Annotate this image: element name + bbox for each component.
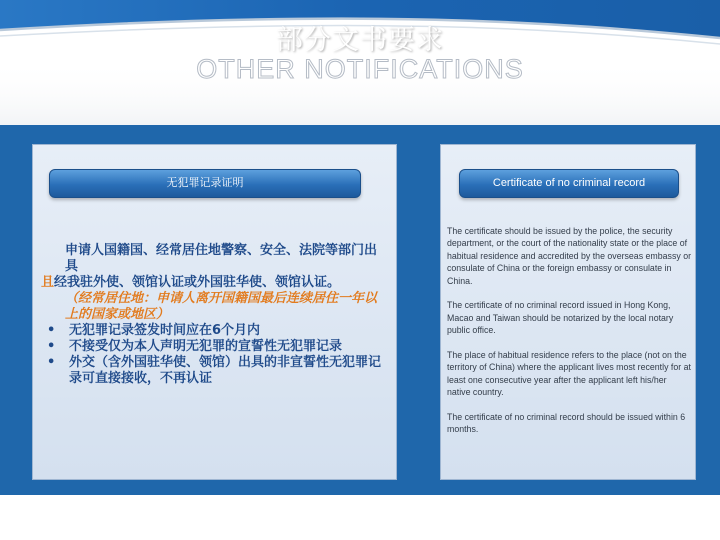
- page-title-chinese: 部分文书要求: [276, 25, 444, 56]
- residence-note: （经常居住地：申请人离开国籍国最后连续居住一年以上的国家或地区）: [65, 291, 378, 322]
- left-panel-body: [41, 243, 389, 387]
- bullet-icon: •: [47, 355, 56, 370]
- right-panel-body: [447, 225, 691, 448]
- list-item-text: 不接受仅为本人声明无犯罪的宣誓性无犯罪记录: [69, 339, 343, 354]
- paragraph: The certificate of no criminal record should be issued within 6 months.: [447, 412, 686, 435]
- left-panel-chinese: [32, 144, 397, 480]
- list-item: [41, 355, 389, 387]
- highlight-conjunction: 且: [41, 275, 55, 290]
- paragraph: The certificate of no criminal record issued in Hong Kong, Macao and Taiwan should be notarized by the local notary public office.: [447, 300, 674, 336]
- authentication-rest: 经我驻外使、领馆认证或外国驻华使、领馆认证。: [54, 275, 341, 290]
- list-item-text: 无犯罪记录签发时间应在6个月内: [69, 323, 261, 338]
- issuing-authority-text: 申请人国籍国、经常居住地警察、安全、法院等部门出具: [65, 243, 378, 274]
- list-item-text: 外交（含外国驻华使、领馆）出具的非宣誓性无犯罪记录可直接接收，不再认证: [69, 355, 382, 386]
- list-item: [41, 323, 389, 339]
- page-title-english: OTHER NOTIFICATIONS: [196, 54, 524, 84]
- slide-header: [0, 0, 720, 125]
- authentication-text: [41, 275, 389, 291]
- paragraph: The certificate should be issued by the police, the security department, or the court of the nationality state or the place of habitual residence and accredited by the overseas embassy or consulate of China or the foreign embassy or consulate in China.: [447, 226, 692, 286]
- list-item: [41, 339, 389, 355]
- bullet-icon: •: [47, 339, 56, 354]
- left-panel-heading-pill: 无犯罪记录证明: [49, 169, 361, 198]
- right-panel-english: [440, 144, 696, 480]
- paragraph: The place of habitual residence refers to the place (not on the territory of China) where the applicant lives most recently for at least one consecutive year after the applicant left his/her native country.: [447, 350, 691, 398]
- right-panel-heading-pill: Certificate of no criminal record: [459, 169, 679, 198]
- bullet-icon: •: [47, 323, 56, 338]
